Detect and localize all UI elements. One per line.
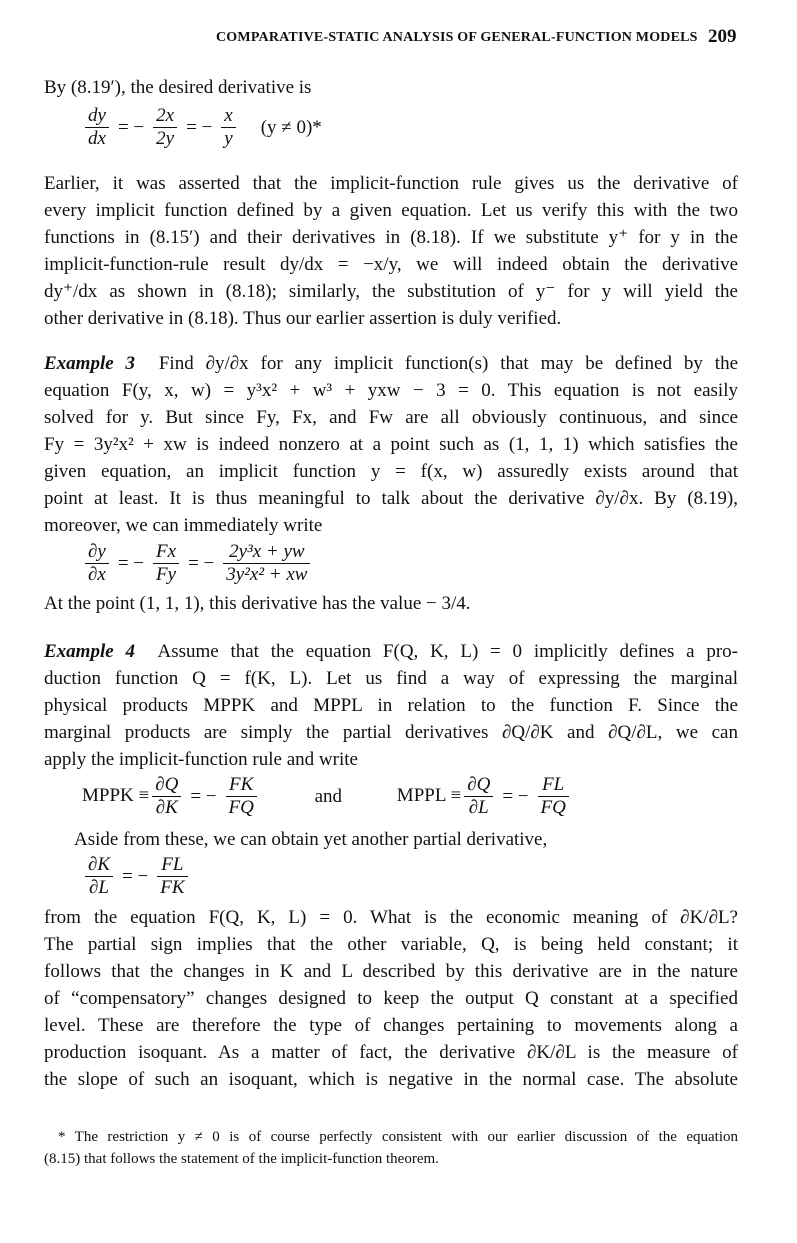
- text-line: duction function Q = f(K, L). Let us find a way of expressing the marginal: [44, 668, 738, 689]
- example-3-first-line: Example 3 Find ∂y/∂x for any implicit function(s) that may be defined by the: [44, 353, 738, 374]
- text-line: moreover, we can immediately write: [44, 515, 323, 536]
- equation-dk-dl: $\frac{\partial K}{\partial L}$ = − $\frac{FL}{FK}$: [82, 854, 191, 899]
- text-line: follows that the changes in K and L described by this derivative are in the nature: [44, 961, 738, 982]
- example-3-label: Example 3: [44, 353, 136, 374]
- text-line: implicit-function-rule result dy/dx = −x/y, we will indeed obtain the derivative: [44, 254, 738, 275]
- text-line: physical products MPPK and MPPL in relation to the function F. Since the: [44, 695, 738, 716]
- example-4-label: Example 4: [44, 641, 135, 662]
- text-line: from the equation F(Q, K, L) = 0. What is the economic meaning of ∂K/∂L?: [44, 907, 738, 928]
- text-line: The partial sign implies that the other variable, Q, is being held constant; it: [44, 934, 738, 955]
- text-line: apply the implicit-function rule and write: [44, 749, 358, 770]
- example-4-first-line: Example 4 Assume that the equation F(Q, K, L) = 0 implicitly defines a pro-: [44, 641, 739, 662]
- running-title: COMPARATIVE-STATIC ANALYSIS OF GENERAL-FUNCTION MODELS: [216, 30, 698, 45]
- text-line: dy⁺/dx as shown in (8.18); similarly, the substitution of y⁻ for y will yield the: [44, 281, 738, 302]
- text-line: other derivative in (8.18). Thus our earlier assertion is duly verified.: [44, 308, 562, 329]
- text-line: solved for y. But since Fy, Fx, and Fw are all obviously continuous, and since: [44, 407, 738, 428]
- text-line: equation F(y, x, w) = y³x² + w³ + yxw − 3 = 0. This equation is not easily: [44, 380, 738, 401]
- text-line: production isoquant. As a matter of fact, the derivative ∂K/∂L is the measure of: [44, 1042, 738, 1063]
- equation-mpp: MPPK ≡ $\frac{\partial Q}{\partial K}$ = − $\frac{FK}{FQ}$ and MPPL ≡ $\frac{\partial Q}{\partial L}$ = − $\frac{FL}{FQ}$: [82, 774, 572, 819]
- text-line: Earlier, it was asserted that the implicit-function rule gives us the derivative of: [44, 173, 738, 194]
- text-line: Aside from these, we can obtain yet another partial derivative,: [74, 829, 548, 850]
- text-line: By (8.19′), the desired derivative is: [44, 77, 312, 98]
- text-line: At the point (1, 1, 1), this derivative has the value − 3/4.: [44, 593, 471, 614]
- text-line: given equation, an implicit function y = f(x, w) assuredly exists around that: [44, 461, 738, 482]
- text-line: point at least. It is thus meaningful to talk about the derivative ∂y/∂x. By (8.19),: [44, 488, 738, 509]
- text-line: the slope of such an isoquant, which is negative in the normal case. The absolute: [44, 1069, 738, 1090]
- equation-dy-dx: $\frac{dy}{dx}$ = − $\frac{2x}{2y}$ = − $\frac{x}{y}$ (y ≠ 0)*: [82, 105, 328, 150]
- text-line: level. These are therefore the type of changes pertaining to movements along a: [44, 1015, 738, 1036]
- text-line: Fy = 3y²x² + xw is indeed nonzero at a point such as (1, 1, 1) which satisfies the: [44, 434, 738, 455]
- footnote-line: * The restriction y ≠ 0 is of course perfectly consistent with our earlier discussion of the equation: [58, 1129, 738, 1145]
- equation-dy-dx-partial: $\frac{\partial y}{\partial x}$ = − $\frac{Fx}{Fy}$ = − $\frac{\text{2y³x + yw}}{\text{3y²x² + xw}}$: [82, 541, 313, 586]
- text-line: functions in (8.15′) and their derivatives in (8.18). If we substitute y⁺ for y in the: [44, 227, 738, 248]
- page-number: 209: [708, 26, 737, 47]
- text-line: marginal products are simply the partial derivatives ∂Q/∂K and ∂Q/∂L, we can: [44, 722, 738, 743]
- text-line: every implicit function defined by a given equation. Let us verify this with the two: [44, 200, 738, 221]
- footnote-line: (8.15) that follows the statement of the implicit-function theorem.: [44, 1151, 439, 1167]
- text-line: of “compensatory” changes designed to keep the output Q constant at a specified: [44, 988, 738, 1009]
